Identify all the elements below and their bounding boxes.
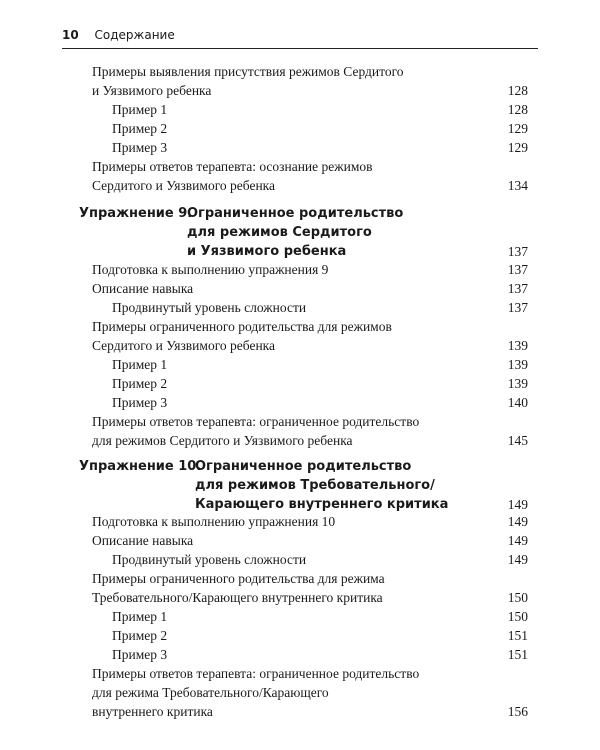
toc-page-number: 139: [507, 357, 528, 372]
toc-page-number: 137: [507, 281, 528, 296]
section-title: Содержание: [94, 28, 175, 42]
toc-page-number: 139: [507, 376, 528, 391]
toc-entry-text: для режимов Сердитого и Уязвимого ребенка: [92, 433, 353, 448]
toc-page-number: 139: [507, 338, 528, 353]
toc-entry-text: Описание навыка: [92, 281, 194, 296]
toc-page-number: 137: [507, 244, 528, 259]
toc-page-number: 129: [507, 121, 528, 136]
toc-entry-text: Примеры ответов терапевта: ограниченное родительство: [92, 666, 420, 681]
toc-page-number: 134: [507, 178, 528, 193]
toc-entry-text: Примеры ответов терапевта: ограниченное родительство: [92, 414, 420, 429]
toc-entry-text: Подготовка к выполнению упражнения 9: [92, 262, 329, 277]
toc-page-number: 150: [507, 590, 528, 605]
toc-entry-text: Примеры выявления присутствия режимов Сердитого: [92, 64, 404, 79]
toc-entry-text: Пример 1: [112, 102, 168, 117]
toc-entry-text: Сердитого и Уязвимого ребенка: [92, 338, 276, 353]
running-head: [62, 28, 538, 49]
chapter-title: для режимов Сердитого: [187, 225, 372, 240]
toc-page-number: 151: [507, 628, 528, 643]
toc-entry-text: Требовательного/Карающего внутреннего критика: [92, 590, 383, 605]
page-number: 10: [62, 28, 79, 42]
chapter-title: Ограниченное родительство: [187, 206, 404, 221]
toc-page-number: 149: [507, 497, 528, 512]
toc-page-number: 137: [507, 262, 528, 277]
toc-page-number: 149: [507, 514, 528, 529]
toc-entry-text: Пример 1: [112, 357, 168, 372]
toc-page-number: 150: [507, 609, 528, 624]
toc-entry-text: Пример 2: [112, 376, 168, 391]
toc-entry-text: Подготовка к выполнению упражнения 10: [92, 514, 336, 529]
chapter-title: Карающего внутреннего критика: [195, 497, 449, 512]
toc-entry-text: Продвинутый уровень сложности: [112, 300, 307, 315]
toc-entry-text: Примеры ограниченного родительства для режима: [92, 571, 385, 586]
toc-entry-text: Пример 3: [112, 140, 168, 155]
toc-page-number: 128: [507, 102, 528, 117]
toc-page-number: 128: [507, 83, 528, 98]
toc-entry-text: Продвинутый уровень сложности: [112, 552, 307, 567]
toc-page-number: 149: [507, 552, 528, 567]
toc-entry-text: Примеры ограниченного родительства для режимов: [92, 319, 392, 334]
toc-page-number: 129: [507, 140, 528, 155]
toc-entry-text: Пример 3: [112, 647, 168, 662]
toc-entry-text: Пример 2: [112, 628, 168, 643]
toc-entry-text: Описание навыка: [92, 533, 194, 548]
toc-entry-text: внутреннего критика: [92, 704, 213, 719]
toc-entry-text: Примеры ответов терапевта: осознание режимов: [92, 159, 373, 174]
toc-page-number: 151: [507, 647, 528, 662]
toc-page-number: 145: [507, 433, 528, 448]
toc-entry-text: Сердитого и Уязвимого ребенка: [92, 178, 276, 193]
toc-page-number: 149: [507, 533, 528, 548]
toc-entry-text: Пример 3: [112, 395, 168, 410]
chapter-label: Упражнение 10.: [79, 459, 202, 474]
toc-entry-text: Пример 2: [112, 121, 168, 136]
toc-entry-text: Пример 1: [112, 609, 168, 624]
chapter-title: для режимов Требовательного/: [195, 478, 435, 493]
toc-page-number: 156: [507, 704, 528, 719]
chapter-title: Ограниченное родительство: [195, 459, 412, 474]
chapter-title: и Уязвимого ребенка: [187, 244, 347, 259]
toc-entry-text: и Уязвимого ребенка: [92, 83, 212, 98]
toc-page-number: 140: [507, 395, 528, 410]
toc-page-number: 137: [507, 300, 528, 315]
chapter-label: Упражнение 9.: [79, 206, 193, 221]
toc-entry-text: для режима Требовательного/Карающего: [92, 685, 329, 700]
